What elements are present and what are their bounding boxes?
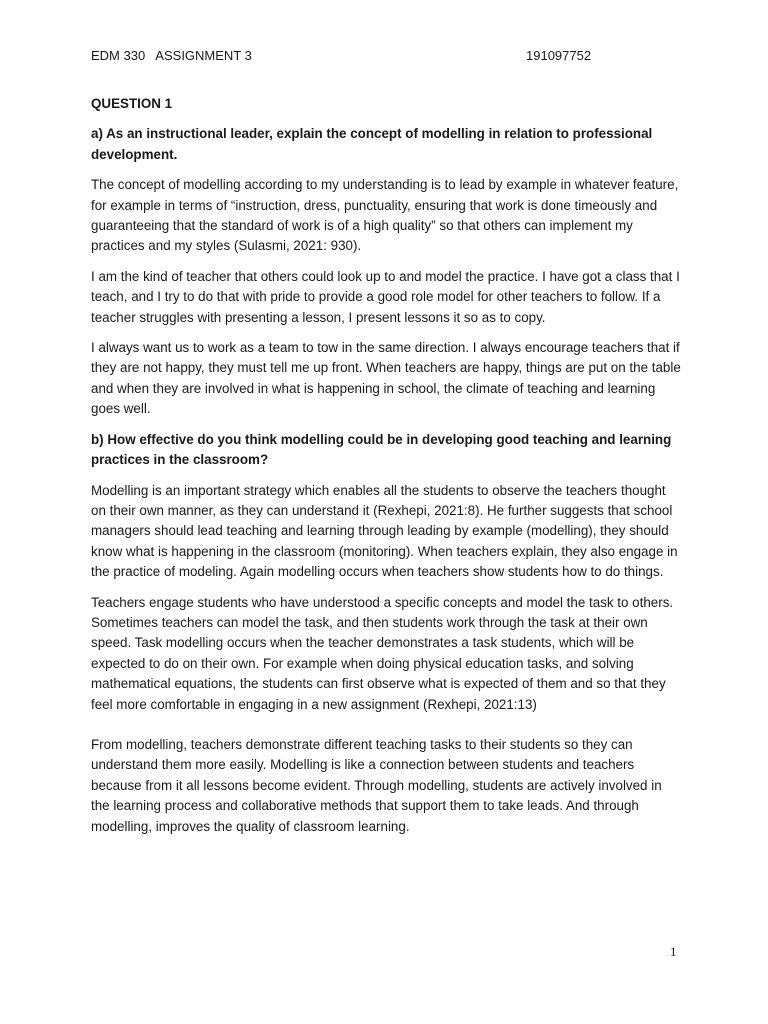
question-title: QUESTION 1	[91, 96, 173, 111]
student-number: 191097752	[526, 48, 592, 63]
paragraph-a3: I always want us to work as a team to tow in the same direction. I always encourage teachers that if they are not happy, they must tell me up front. When teachers are happy, things are put on the table and when they are involved in what is happening in school, the climate of teaching and learning goes well.	[91, 340, 681, 417]
question-b-heading: b) How effective do you think modelling could be in developing good teaching and learning practices in the classroom?	[91, 431, 672, 468]
paragraph-b3: From modelling, teachers demonstrate different teaching tasks to their students so they can understand them more easily. Modelling is like a connection between students and teachers because from it all lessons become evident. Through modelling, students are actively involved in the learning process and collaborative methods that support them to take leads. And through modelling, improves the quality of classroom learning.	[91, 736, 662, 834]
document-body	[91, 94, 681, 847]
question-a-heading: a) As an instructional leader, explain the concept of modelling in relation to professional development.	[91, 126, 653, 162]
paragraph-a1: The concept of modelling according to my understanding is to lead by example in whatever feature, for example in terms of “instruction, dress, punctuality, ensuring that work is done timeously and guaranteeing that the standard of work is of a high quality” so that others can implement my practices and my styles (Sulasmi, 2021: 930).	[91, 177, 679, 254]
course-assignment-label: EDM 330 ASSIGNMENT 3	[91, 48, 252, 63]
paragraph-b1: Modelling is an important strategy which enables all the students to observe the teachers thought on their own manner, as they can understand it (Rexhepi, 2021:8). He further suggests that school managers should lead teaching and learning through leading by example (modelling), they should know what is happening in the classroom (monitoring). When teachers explain, they also engage in the practice of modeling. Again modelling occurs when teachers show students how to do things.	[91, 482, 678, 580]
page-header	[91, 48, 672, 68]
paragraph-b2: Teachers engage students who have understood a specific concepts and model the task to others. Sometimes teachers can model the task, and then students work through the task at their own speed. Task modelling occurs when the teacher demonstrates a task students, which will be expected to do on their own. For example when doing physical education tasks, and solving mathematical equations, the students can first observe what is expected of them and so that they feel more comfortable in engaging in a new assignment (Rexhepi, 2021:13)	[91, 594, 674, 712]
paragraph-a2: I am the kind of teacher that others could look up to and model the practice. I have got a class that I teach, and I try to do that with pride to provide a good role model for other teachers to follow. If a teacher struggles with presenting a lesson, I present lessons it so as to copy.	[91, 268, 680, 325]
page-number: 1	[670, 944, 677, 959]
